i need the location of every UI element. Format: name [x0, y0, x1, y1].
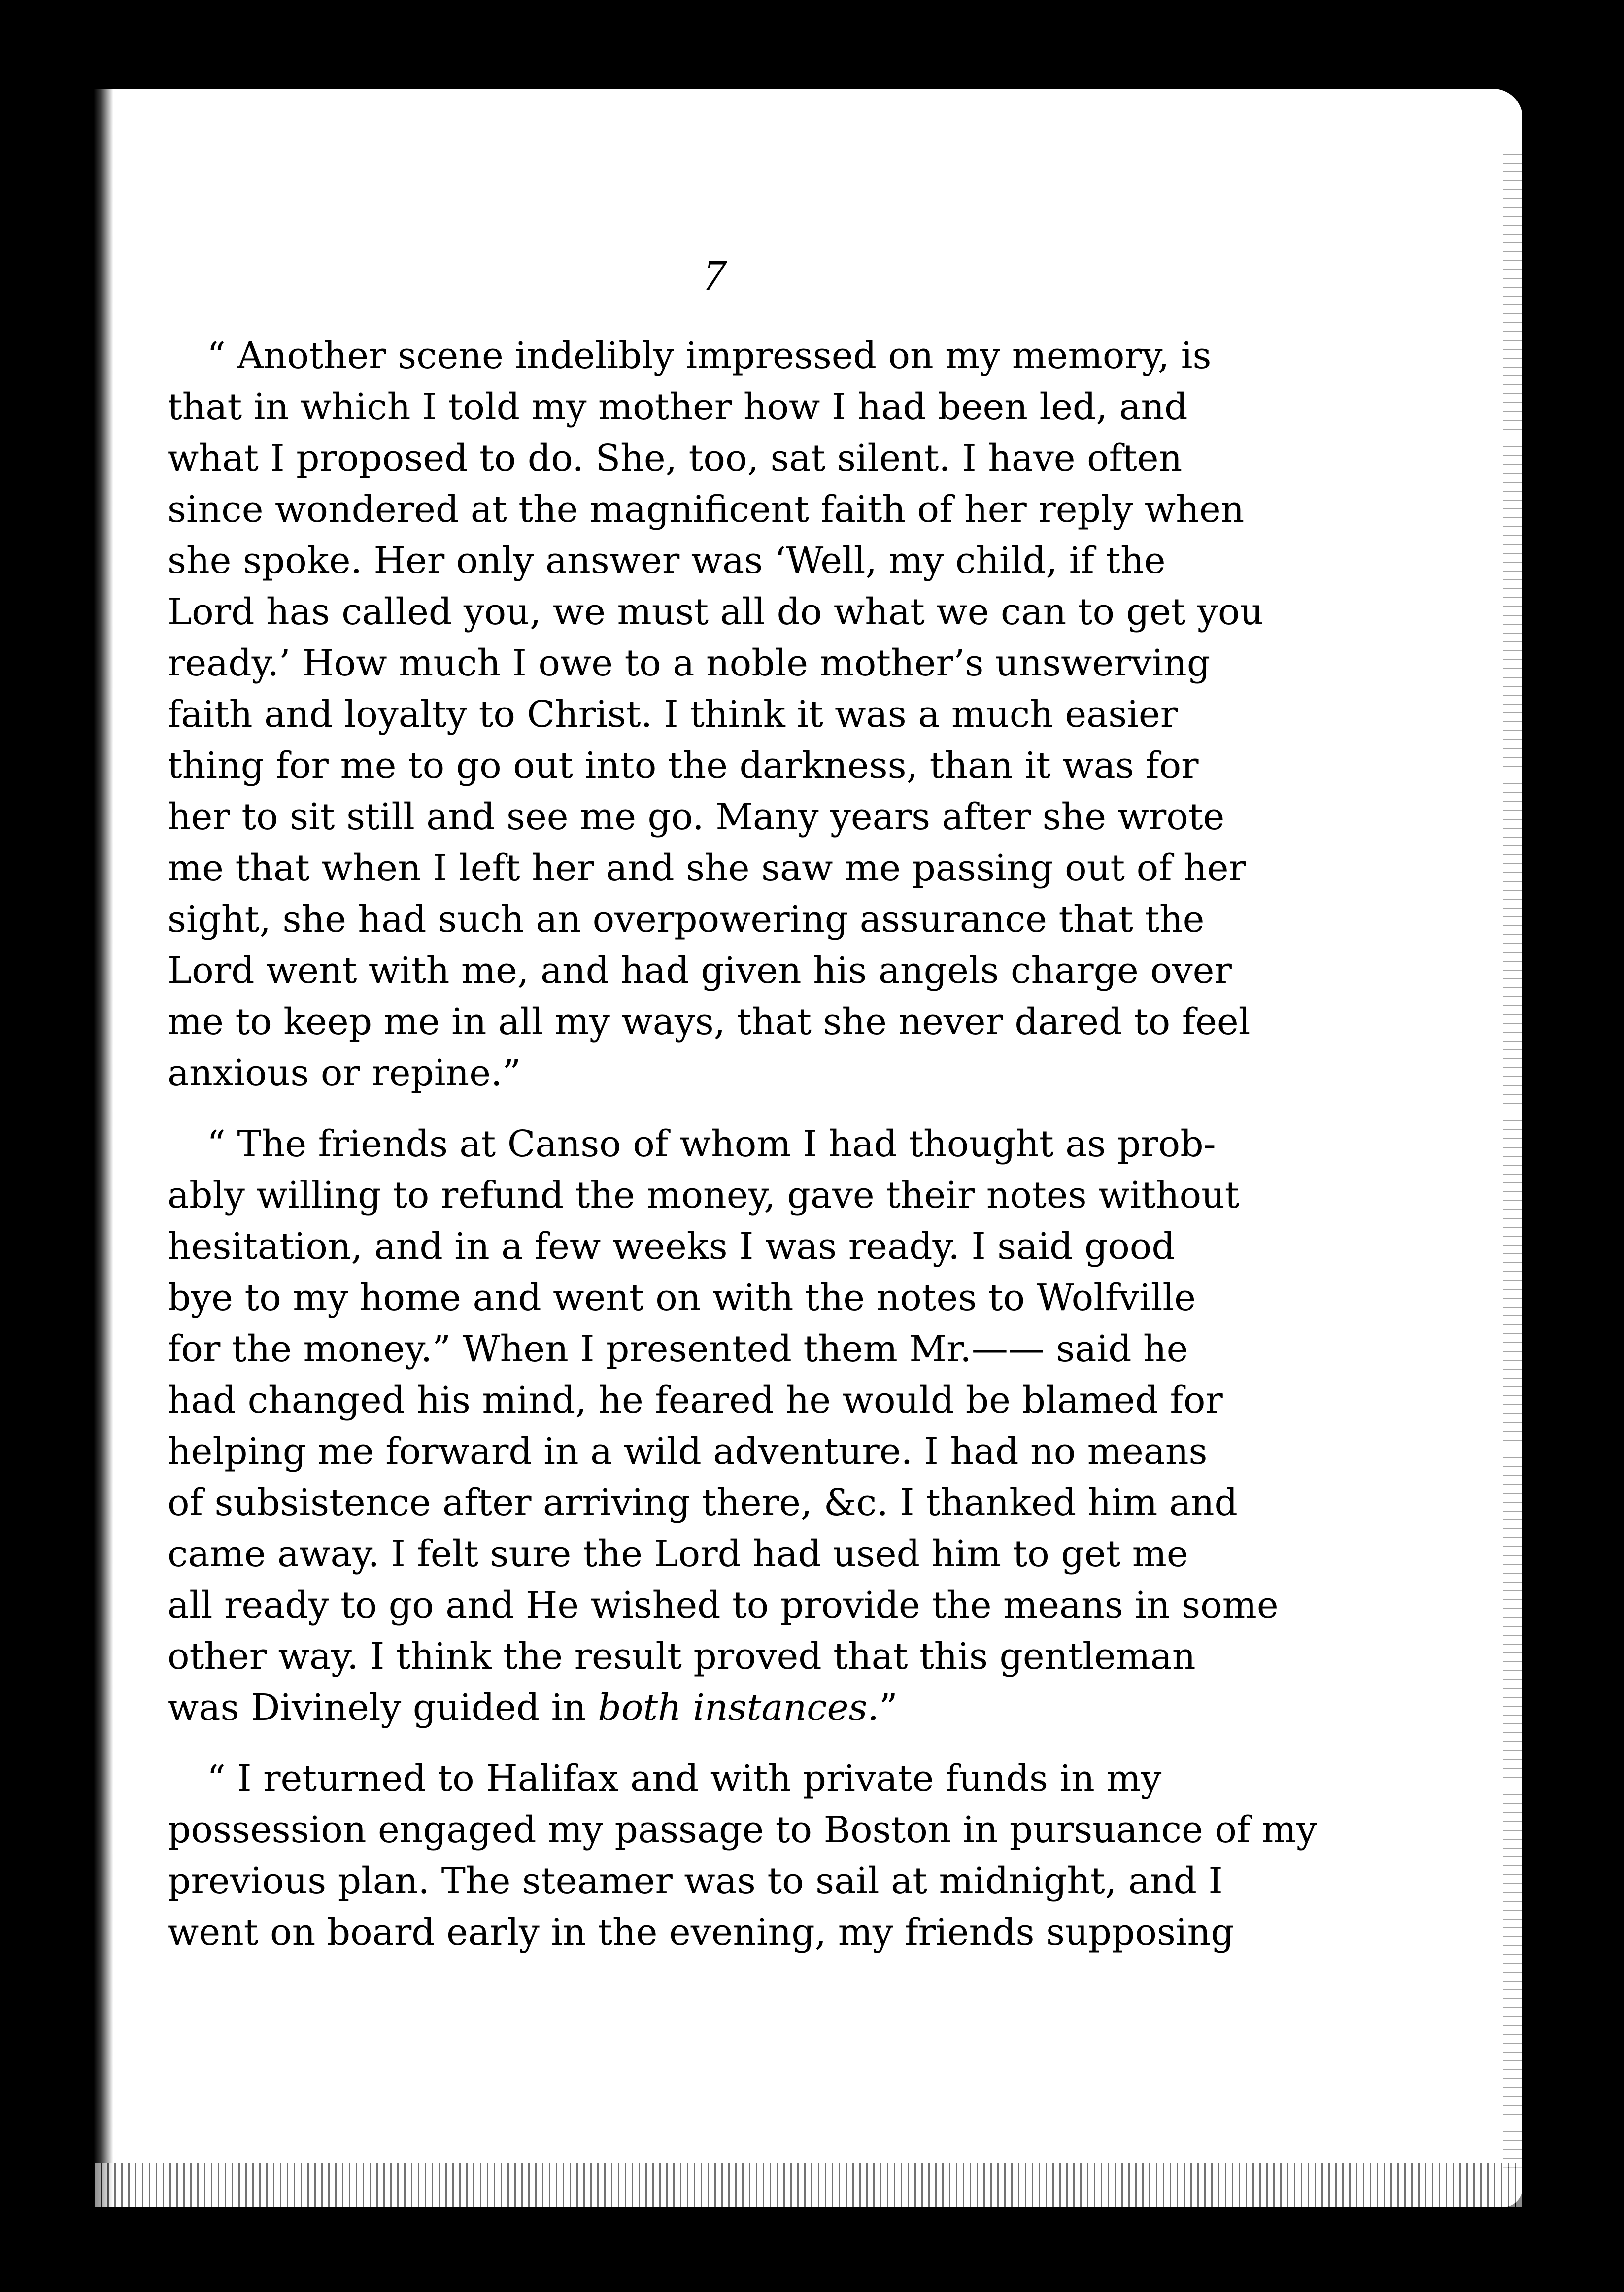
text-line-last — [168, 1682, 1291, 1733]
text-line: of subsistence after arriving there, &c. I thanked him and — [168, 1482, 1238, 1524]
text-line: she spoke. Her only answer was ‘Well, my child, if the — [168, 539, 1166, 582]
text-line: sight, she had such an overpowering assurance that the — [168, 898, 1205, 941]
text-line: Lord went with me, and had given his angels charge over — [168, 949, 1232, 992]
text-line: possession engaged my passage to Boston in pursuance of my — [168, 1809, 1317, 1851]
page-edge-bottom — [94, 2163, 1522, 2207]
text-line: ready.’ How much I owe to a noble mother’s unswerving — [168, 642, 1211, 684]
text-line: helping me forward in a wild adventure. I had no means — [168, 1430, 1208, 1473]
text-line: anxious or repine.” — [168, 1052, 521, 1094]
text-line: me to keep me in all my ways, that she never dared to feel — [168, 1001, 1251, 1043]
body-text — [168, 330, 1317, 1958]
text-line: faith and loyalty to Christ. I think it was a much easier — [168, 693, 1178, 736]
text-line: what I proposed to do. She, too, sat silent. I have often — [168, 437, 1183, 479]
text-run: ” — [879, 1686, 898, 1729]
text-line: for the money.” When I presented them Mr.—— said he — [168, 1328, 1188, 1370]
text-line: thing for me to go out into the darkness, than it was for — [168, 744, 1199, 787]
text-run: was Divinely guided in — [168, 1686, 598, 1729]
text-line: all ready to go and He wished to provide the means in some — [168, 1584, 1279, 1626]
text-line: “ Another scene indelibly impressed on my memory, is — [207, 335, 1212, 377]
binding-shadow — [94, 89, 113, 2207]
text-line: previous plan. The steamer was to sail at midnight, and I — [168, 1860, 1223, 1902]
text-line: bye to my home and went on with the notes to Wolfville — [168, 1277, 1196, 1319]
text-line: had changed his mind, he feared he would be blamed for — [168, 1379, 1223, 1421]
text-line: went on board early in the evening, my friends supposing — [168, 1911, 1234, 1954]
text-line: her to sit still and see me go. Many years after she wrote — [168, 796, 1225, 838]
text-line: me that when I left her and she saw me passing out of her — [168, 847, 1246, 889]
text-line: hesitation, and in a few weeks I was ready. I said good — [168, 1225, 1175, 1268]
italic-run: both instances. — [598, 1686, 879, 1729]
text-line: came away. I felt sure the Lord had used him to get me — [168, 1533, 1188, 1575]
paragraph-2 — [168, 1118, 1291, 1733]
text-line: other way. I think the result proved that this gentleman — [168, 1635, 1196, 1678]
text-line: Lord has called you, we must all do what we can to get you — [168, 591, 1264, 633]
paragraph-1 — [168, 330, 1291, 1099]
text-line: ably willing to refund the money, gave their notes without — [168, 1174, 1240, 1216]
text-line: “ The friends at Canso of whom I had thought as prob- — [207, 1123, 1216, 1165]
page-number: 7 — [703, 251, 726, 300]
text-line: that in which I told my mother how I had been led, and — [168, 386, 1188, 428]
text-line: “ I returned to Halifax and with private funds in my — [207, 1757, 1162, 1800]
paragraph-3 — [168, 1753, 1317, 1958]
text-line: since wondered at the magnificent faith of her reply when — [168, 488, 1245, 531]
page-edge-right — [1503, 148, 1522, 2168]
